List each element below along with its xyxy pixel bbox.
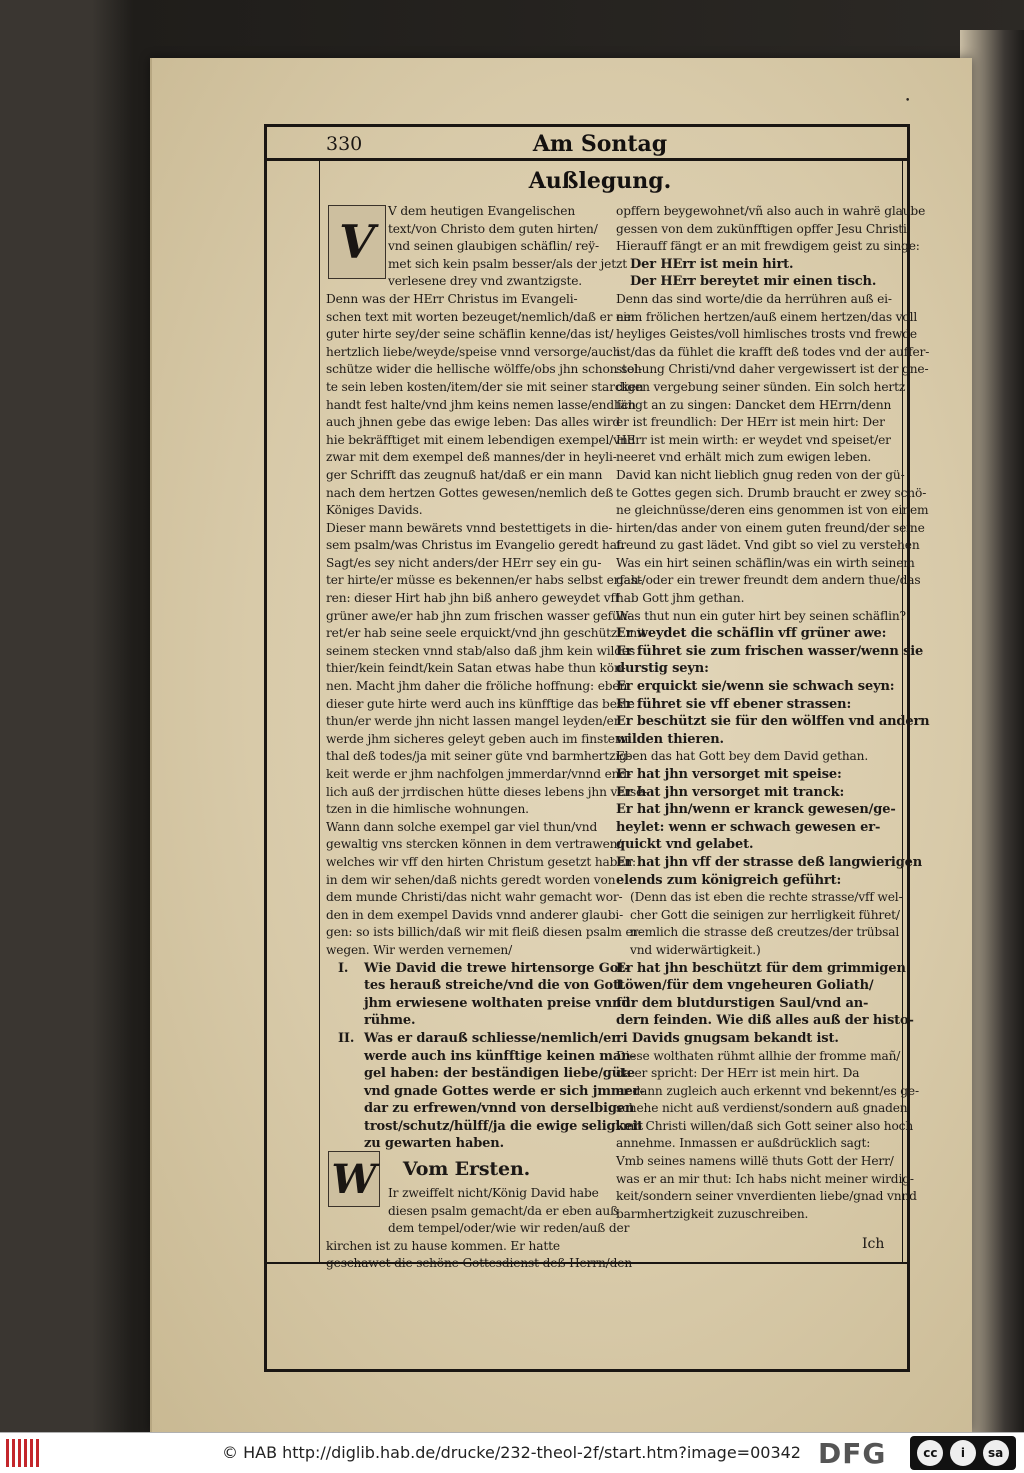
enumeration-line: [326, 1030, 619, 1048]
enumeration-text: gel haben: der beständigen liebe/güte: [364, 1066, 636, 1082]
text-line: tzen in die himlische wohnungen.: [326, 802, 529, 817]
text-line: David kan nicht lieblich gnug reden von der gü-: [616, 467, 905, 482]
sa-icon: sa: [983, 1440, 1009, 1466]
by-icon: i: [950, 1440, 976, 1466]
page-mark: •: [905, 96, 911, 106]
enumeration-line: [326, 1118, 644, 1136]
enumeration-text: Wie David die trewe hirtensorge Got-: [364, 960, 630, 976]
psalm-verse-a: [616, 256, 900, 291]
text-line: Was ein hirt seinen schäflin/was ein wirth seinem: [616, 555, 915, 570]
text-line: Wann dann solche exempel gar viel thun/vnd: [326, 819, 598, 834]
cc-license-badge[interactable]: [910, 1436, 1016, 1470]
psalm-line: Der HErr bereytet mir einen tisch.: [630, 274, 877, 290]
enumeration-number: II.: [338, 1030, 355, 1046]
right-text-b: [616, 291, 930, 625]
text-line: Was thut nun ein guter hirt bey seinen schäflin?: [616, 608, 906, 623]
text-line: freund zu gast lädet. Vnd gibt so viel zu verstehen: [616, 538, 920, 553]
text-line: ren: dieser Hirt hab jhn biß anhero geweydet vff: [326, 591, 620, 606]
text-line: grüner awe/er hab jhn zum frischen wasser gefüh-: [326, 608, 632, 623]
enumeration-text: rühme.: [364, 1013, 416, 1029]
text-line: neeret vnd erhält mich zum ewigen leben.: [616, 450, 872, 465]
running-head: Am Sontag: [532, 131, 668, 157]
psalm-line: durstig seyn:: [616, 661, 709, 677]
psalm-line: für dem blutdurstigen Saul/vnd an-: [616, 995, 869, 1011]
text-line: vmb Christi willen/daß sich Gott seiner also hoch: [616, 1118, 914, 1133]
text-line: er ist freundlich: Der HErr ist mein hirt: Der: [616, 415, 885, 430]
text-line: was er an mir thut: Ich habs nicht meiner wirdig-: [616, 1171, 914, 1186]
text-line: thun/er werde jhn nicht lassen mangel leyden/er: [326, 714, 620, 729]
text-line: ter hirte/er müsse es bekennen/er habs selbst erfah-: [326, 573, 643, 588]
enumeration-line: [326, 995, 631, 1013]
psalm-line: ri Davids gnugsam bekandt ist.: [616, 1030, 839, 1046]
initial-letter: V: [339, 215, 375, 269]
enumeration-text: werde auch ins künfftige keinen man-: [364, 1048, 636, 1064]
text-line: te sein leben kosten/item/der sie mit seiner starcken: [326, 379, 644, 394]
note-line: vnd widerwärtigkeit.): [630, 942, 761, 957]
text-line: welches wir vff den hirten Christum gesetzt haben:: [326, 854, 637, 869]
text-line: vnd seinen glaubigen schäflin/ reÿ-: [388, 239, 599, 254]
note-line: nemlich die strasse deß creutzes/der trübsal: [630, 925, 900, 940]
text-line: ist/das da fühlet die krafft deß todes vnd der auffer-: [616, 344, 930, 359]
text-line: thal deß todes/ja mit seiner güte vnd barmhertzig-: [326, 749, 631, 764]
enumeration-item-1: [326, 960, 631, 1030]
text-line: nach dem hertzen Gottes gewesen/nemlich deß: [326, 485, 614, 500]
source-link[interactable]: © HAB http://diglib.hab.de/drucke/232-theol-2f/start.htm?image=00342: [222, 1443, 801, 1462]
text-line: schen text mit worten bezeuget/nemlich/daß er ein: [326, 309, 635, 324]
text-line: seinem stecken vnnd stab/also daß jhm kein wildes: [326, 643, 636, 658]
text-line: dem munde Christi/das nicht wahr gemacht wor-: [326, 890, 623, 905]
text-line: met sich kein psalm besser/als der jetzt: [388, 256, 627, 271]
text-line: Ir zweiffelt nicht/König David habe: [388, 1186, 599, 1201]
text-line: gen: so ists billich/daß wir mit fleiß diesen psalm er-: [326, 925, 643, 940]
psalm-verse-b: [616, 625, 930, 748]
text-line: da er spricht: Der HErr ist mein hirt. Da: [616, 1066, 860, 1081]
text-line: kirchen ist zu hause kommen. Er hatte: [326, 1238, 560, 1253]
enumeration-line: [326, 1012, 607, 1030]
dfg-logo[interactable]: DFG: [818, 1437, 887, 1470]
subsection-title: Vom Ersten.: [402, 1158, 531, 1181]
text-line: keit/sondern seiner vnverdienten liebe/gnad vnnd: [616, 1189, 917, 1204]
enumeration-text: dar zu erfrewen/vnnd von derselbigen: [364, 1101, 635, 1117]
text-line: schehe nicht auß verdienst/sondern auß gnaden: [616, 1101, 908, 1116]
decorated-initial-w: [328, 1151, 380, 1207]
catchword: Ich: [862, 1236, 885, 1252]
psalm-line: Löwen/für dem vngeheuren Goliath/: [616, 978, 874, 994]
text-line: nem frölichen hertzen/auß einem hertzen/das voll: [616, 309, 918, 324]
section-title: Außlegung.: [528, 168, 672, 194]
text-line: barmhertzigkeit zuzuschreiben.: [616, 1206, 809, 1221]
enumeration-line: [326, 1048, 636, 1066]
psalm-line: Er hat jhn beschützt für dem grimmigen: [616, 960, 906, 976]
text-line: er dann zugleich auch erkennt vnd bekennt/es ge-: [616, 1083, 919, 1098]
cc-icon: cc: [917, 1440, 943, 1466]
psalm-line: quickt vnd gelabet.: [616, 837, 754, 853]
psalm-line: Er hat jhn/wenn er kranck gewesen/ge-: [616, 802, 896, 818]
psalm-verse-c: [616, 766, 923, 889]
text-line: stehung Christi/vnd daher vergewissert ist der gne-: [616, 362, 929, 377]
enumeration-text: trost/schutz/hülff/ja die ewige seligkeit: [364, 1118, 644, 1134]
text-line: heyliges Geistes/voll himlisches trosts vnd frewde: [616, 327, 917, 342]
enumeration-text: tes herauß streiche/vnd die von Gott: [364, 978, 625, 994]
psalm-line: Er weydet die schäflin vff grüner awe:: [616, 626, 887, 642]
text-line: digen vergebung seiner sünden. Ein solch hertz: [616, 379, 906, 394]
psalm-line: Er führet sie zum frischen wasser/wenn sie: [616, 643, 924, 659]
text-line: HErr ist mein wirth: er weydet vnd speiset/er: [616, 432, 891, 447]
enumeration-text: Was er darauß schliesse/nemlich/er: [364, 1030, 619, 1046]
right-text-e: [616, 1048, 919, 1224]
text-line: ret/er hab seine seele erquickt/vnd jhn geschützt mit: [326, 626, 646, 641]
text-line: Diese wolthaten rühmt allhie der fromme mañ/: [616, 1048, 901, 1063]
note-line: (Denn das ist eben die rechte strasse/vff wel-: [630, 890, 903, 905]
text-line: ger Schrifft das zeugnuß hat/daß er ein mann: [326, 467, 603, 482]
enumeration-line: [326, 1100, 635, 1118]
text-line: diesen psalm gemacht/da er eben auß: [388, 1203, 619, 1218]
text-line: V dem heutigen Evangelischen: [388, 204, 576, 218]
enumeration-item-2: [326, 1030, 645, 1153]
viewer-footer: [0, 1432, 1024, 1473]
text-line: gewaltig vns stercken können in dem vertrawen/: [326, 837, 622, 852]
text-line: zwar mit dem exempel deß mannes/der in heyli-: [326, 450, 617, 465]
enumeration-text: jhm erwiesene wolthaten preise vnnd: [364, 995, 631, 1011]
text-line: guter hirte sey/der seine schäflin kenne/das ist/: [326, 327, 614, 342]
psalm-line: Er erquickt sie/wenn sie schwach seyn:: [616, 679, 895, 695]
psalm-line: Er hat jhn vff der strasse deß langwierigen: [616, 854, 923, 870]
text-line: sem psalm/was Christus im Evangelio geredt hat.: [326, 538, 626, 553]
text-line: auch jhnen gebe das ewige leben: Das alles wird: [326, 415, 621, 430]
text-line: Königes Davids.: [326, 503, 423, 518]
text-line: hab Gott jhm gethan.: [616, 591, 745, 606]
hab-logo-icon[interactable]: [6, 1439, 40, 1467]
enumeration-line: [326, 977, 625, 995]
text-line: nen. Macht jhm daher die fröliche hoffnung: eben: [326, 679, 628, 694]
enumeration-line: [326, 1065, 636, 1083]
text-line: gessen von dem zukünfftigen opffer Jesu Christi.: [616, 221, 911, 236]
text-line: Eben das hat Gott bey dem David gethan.: [616, 749, 869, 764]
enumeration-line: [326, 1083, 645, 1101]
text-line: handt fest halte/vnd jhm keins nemen lasse/endlich: [326, 397, 636, 412]
text-line: hertzlich liebe/weyde/speise vnnd versorge/auch: [326, 344, 621, 359]
text-line: wegen. Wir werden vernemen/: [326, 942, 513, 957]
text-line: fängt an zu singen: Dancket dem HErrn/denn: [616, 397, 892, 412]
text-line: opffern beygewohnet/vñ also auch in wahrë glaube: [616, 204, 926, 218]
enumeration-text: zu gewarten haben.: [364, 1136, 504, 1152]
text-line: in dem wir sehen/daß nichts geredt worden von: [326, 872, 616, 887]
text-line: text/von Christo dem guten hirten/: [388, 221, 598, 236]
psalm-line: elends zum königreich geführt:: [616, 872, 842, 888]
text-line: dieser gute hirte werd auch ins künfftige das beste: [326, 696, 635, 711]
text-line: dem tempel/oder/wie wir reden/auß der: [388, 1221, 630, 1236]
text-line: Vmb seines namens willë thuts Gott der Herr/: [616, 1154, 894, 1169]
text-line: thier/kein feindt/kein Satan etwas habe thun kön-: [326, 661, 626, 676]
psalm-line: Er beschützt sie für den wölffen vnd andern: [616, 714, 930, 730]
text-line: keit werde er jhm nachfolgen jmmerdar/vnnd end-: [326, 767, 631, 781]
psalm-line: wilden thieren.: [616, 731, 724, 747]
text-line: Denn was der HErr Christus im Evangeli-: [326, 291, 578, 306]
psalm-line: heylet: wenn er schwach gewesen er-: [616, 819, 881, 835]
text-line: Dieser mann bewärets vnnd bestettigets in die-: [326, 520, 613, 535]
text-line: verlesene drey vnd zwantzigste.: [388, 274, 583, 289]
text-line: Hierauff fängt er an mit frewdigem geist zu singe:: [616, 239, 920, 254]
text-line: hirten/das ander von einem guten freund/der seine: [616, 520, 925, 535]
initial-letter: W: [331, 1155, 377, 1203]
text-line: Sagt/es sey nicht anders/der HErr sey ein gu-: [326, 555, 602, 570]
text-line: te Gottes gegen sich. Drumb braucht er zwey schö-: [616, 485, 927, 500]
decorated-initial-v: [328, 205, 386, 279]
text-line: hie bekräfftiget mit einem lebendigen exempel/vnd: [326, 432, 636, 447]
right-text-a: [616, 203, 926, 256]
enumeration-line: [326, 960, 630, 978]
text-line: Denn das sind worte/die da herrühren auß ei-: [616, 291, 892, 306]
page-number: 330: [326, 133, 363, 155]
text-line: lich auß der jrrdischen hütte dieses lebens jhn versé-: [326, 784, 648, 799]
psalm-line: Er hat jhn versorget mit tranck:: [616, 784, 845, 800]
psalm-verse-d: [616, 960, 914, 1048]
left-column: [326, 203, 648, 1273]
text-line: den in dem exempel Davids vnnd anderer glaubi-: [326, 907, 624, 922]
psalm-line: dern feinden. Wie diß alles auß der histo-: [616, 1013, 914, 1029]
text-line: gast/oder ein trewer freundt dem andern thue/das: [616, 573, 921, 588]
right-column: [616, 203, 930, 1223]
parenthetical-note: [616, 889, 903, 959]
enumeration-text: vnd gnade Gottes werde er sich jmmer-: [364, 1083, 645, 1099]
text-line: ne gleichnüsse/deren eins genommen ist von einem: [616, 503, 929, 518]
note-line: cher Gott die seinigen zur herrligkeit führet/: [630, 907, 900, 922]
left-main-text: [326, 203, 648, 960]
text-line: annehme. Inmassen er außdrücklich sagt:: [616, 1136, 871, 1151]
psalm-line: Er hat jhn versorget mit speise:: [616, 767, 842, 782]
psalm-line: Er führet sie vff ebener strassen:: [616, 696, 852, 712]
text-line: werde jhm sicheres geleyt geben auch im finstern: [326, 731, 629, 746]
psalm-line: Der HErr ist mein hirt.: [630, 256, 794, 272]
text-line: schütze wider die hellische wölffe/obs jhn schon sol-: [326, 362, 643, 377]
text-line: geschawet die schöne Gottesdienst deß Herrn/den: [326, 1256, 633, 1271]
enumeration-number: I.: [338, 960, 349, 976]
